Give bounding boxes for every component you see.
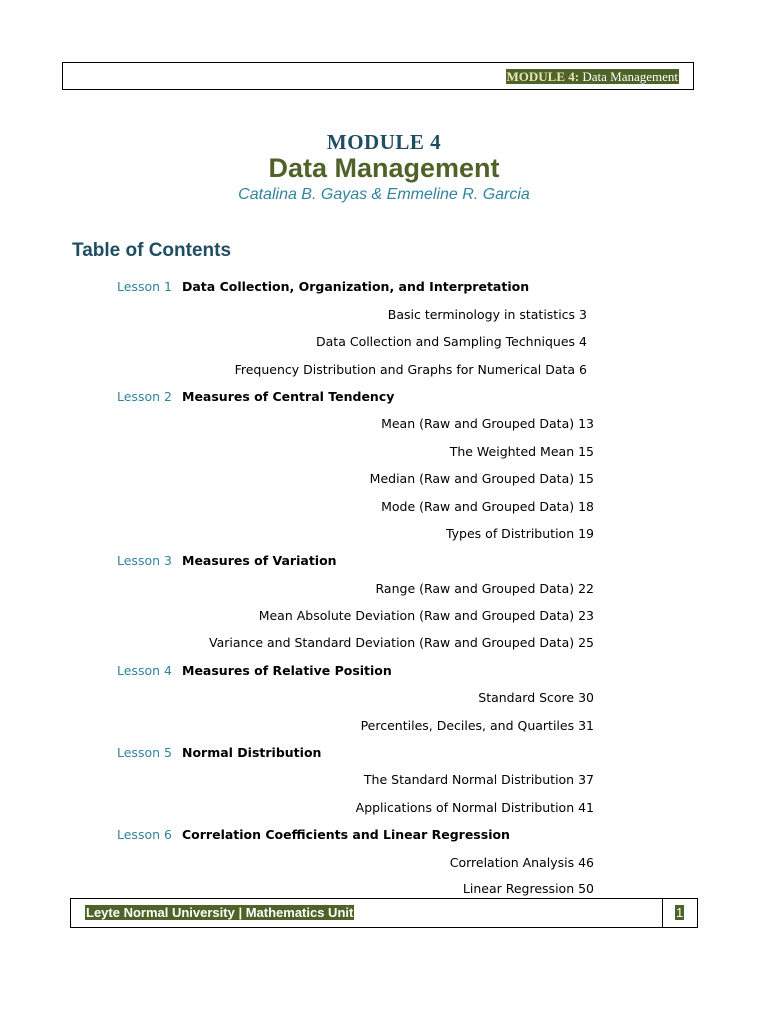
header-module-label <box>506 69 680 84</box>
toc-topic: Median (Raw and Grouped Data) 15 <box>369 471 594 486</box>
toc-topic: Data Collection and Sampling Techniques 4 <box>316 334 587 349</box>
module-number: MODULE 4 <box>326 130 442 154</box>
footer-institution: Leyte Normal University | Mathematics Unit <box>86 905 354 920</box>
page-footer <box>70 898 698 928</box>
toc-topic: Basic terminology in statistics 3 <box>387 307 587 322</box>
module-title: Data Management <box>268 153 500 183</box>
lesson-number: Lesson 4 <box>117 663 172 678</box>
lesson-title: Measures of Variation <box>182 553 337 568</box>
page-number: 1 <box>676 905 684 920</box>
toc-topic: Standard Score 30 <box>478 690 594 705</box>
lesson-number: Lesson 1 <box>117 279 172 294</box>
toc-topic: Variance and Standard Deviation (Raw and Grouped Data) 25 <box>209 635 594 650</box>
toc-topic: Mean Absolute Deviation (Raw and Grouped Data) 23 <box>258 608 594 623</box>
toc-topic: Mode (Raw and Grouped Data) 18 <box>381 499 594 514</box>
toc-topic: The Standard Normal Distribution 37 <box>363 772 594 787</box>
toc-topic: Frequency Distribution and Graphs for Numerical Data 6 <box>234 362 587 377</box>
toc-topic: Correlation Analysis 46 <box>449 855 594 870</box>
module-authors: Catalina B. Gayas & Emmeline R. Garcia <box>238 186 530 203</box>
lesson-title: Normal Distribution <box>182 745 322 760</box>
toc-topic: Types of Distribution 19 <box>445 526 594 541</box>
toc-topic: Applications of Normal Distribution 41 <box>355 800 594 815</box>
toc-topic: Linear Regression 50 <box>462 881 594 896</box>
lesson-number: Lesson 6 <box>117 827 172 842</box>
toc-heading: Table of Contents <box>72 240 232 261</box>
lesson-title: Measures of Central Tendency <box>182 389 395 404</box>
lesson-title: Correlation Coefficients and Linear Regression <box>182 827 510 842</box>
toc-topic: Percentiles, Deciles, and Quartiles 31 <box>360 718 594 733</box>
lesson-number: Lesson 5 <box>117 745 172 760</box>
header-module-number: MODULE 4: <box>506 69 580 84</box>
page-header <box>62 62 694 90</box>
toc-topic: Range (Raw and Grouped Data) 22 <box>375 581 594 596</box>
toc-topic: Mean (Raw and Grouped Data) 13 <box>381 416 594 431</box>
lesson-number: Lesson 3 <box>117 553 172 568</box>
lesson-title: Measures of Relative Position <box>182 663 392 678</box>
toc-topic: The Weighted Mean 15 <box>449 444 594 459</box>
header-module-topic: Data Management <box>579 69 678 84</box>
lesson-title: Data Collection, Organization, and Interpretation <box>182 279 530 294</box>
footer-divider <box>662 899 663 927</box>
lesson-number: Lesson 2 <box>117 389 172 404</box>
